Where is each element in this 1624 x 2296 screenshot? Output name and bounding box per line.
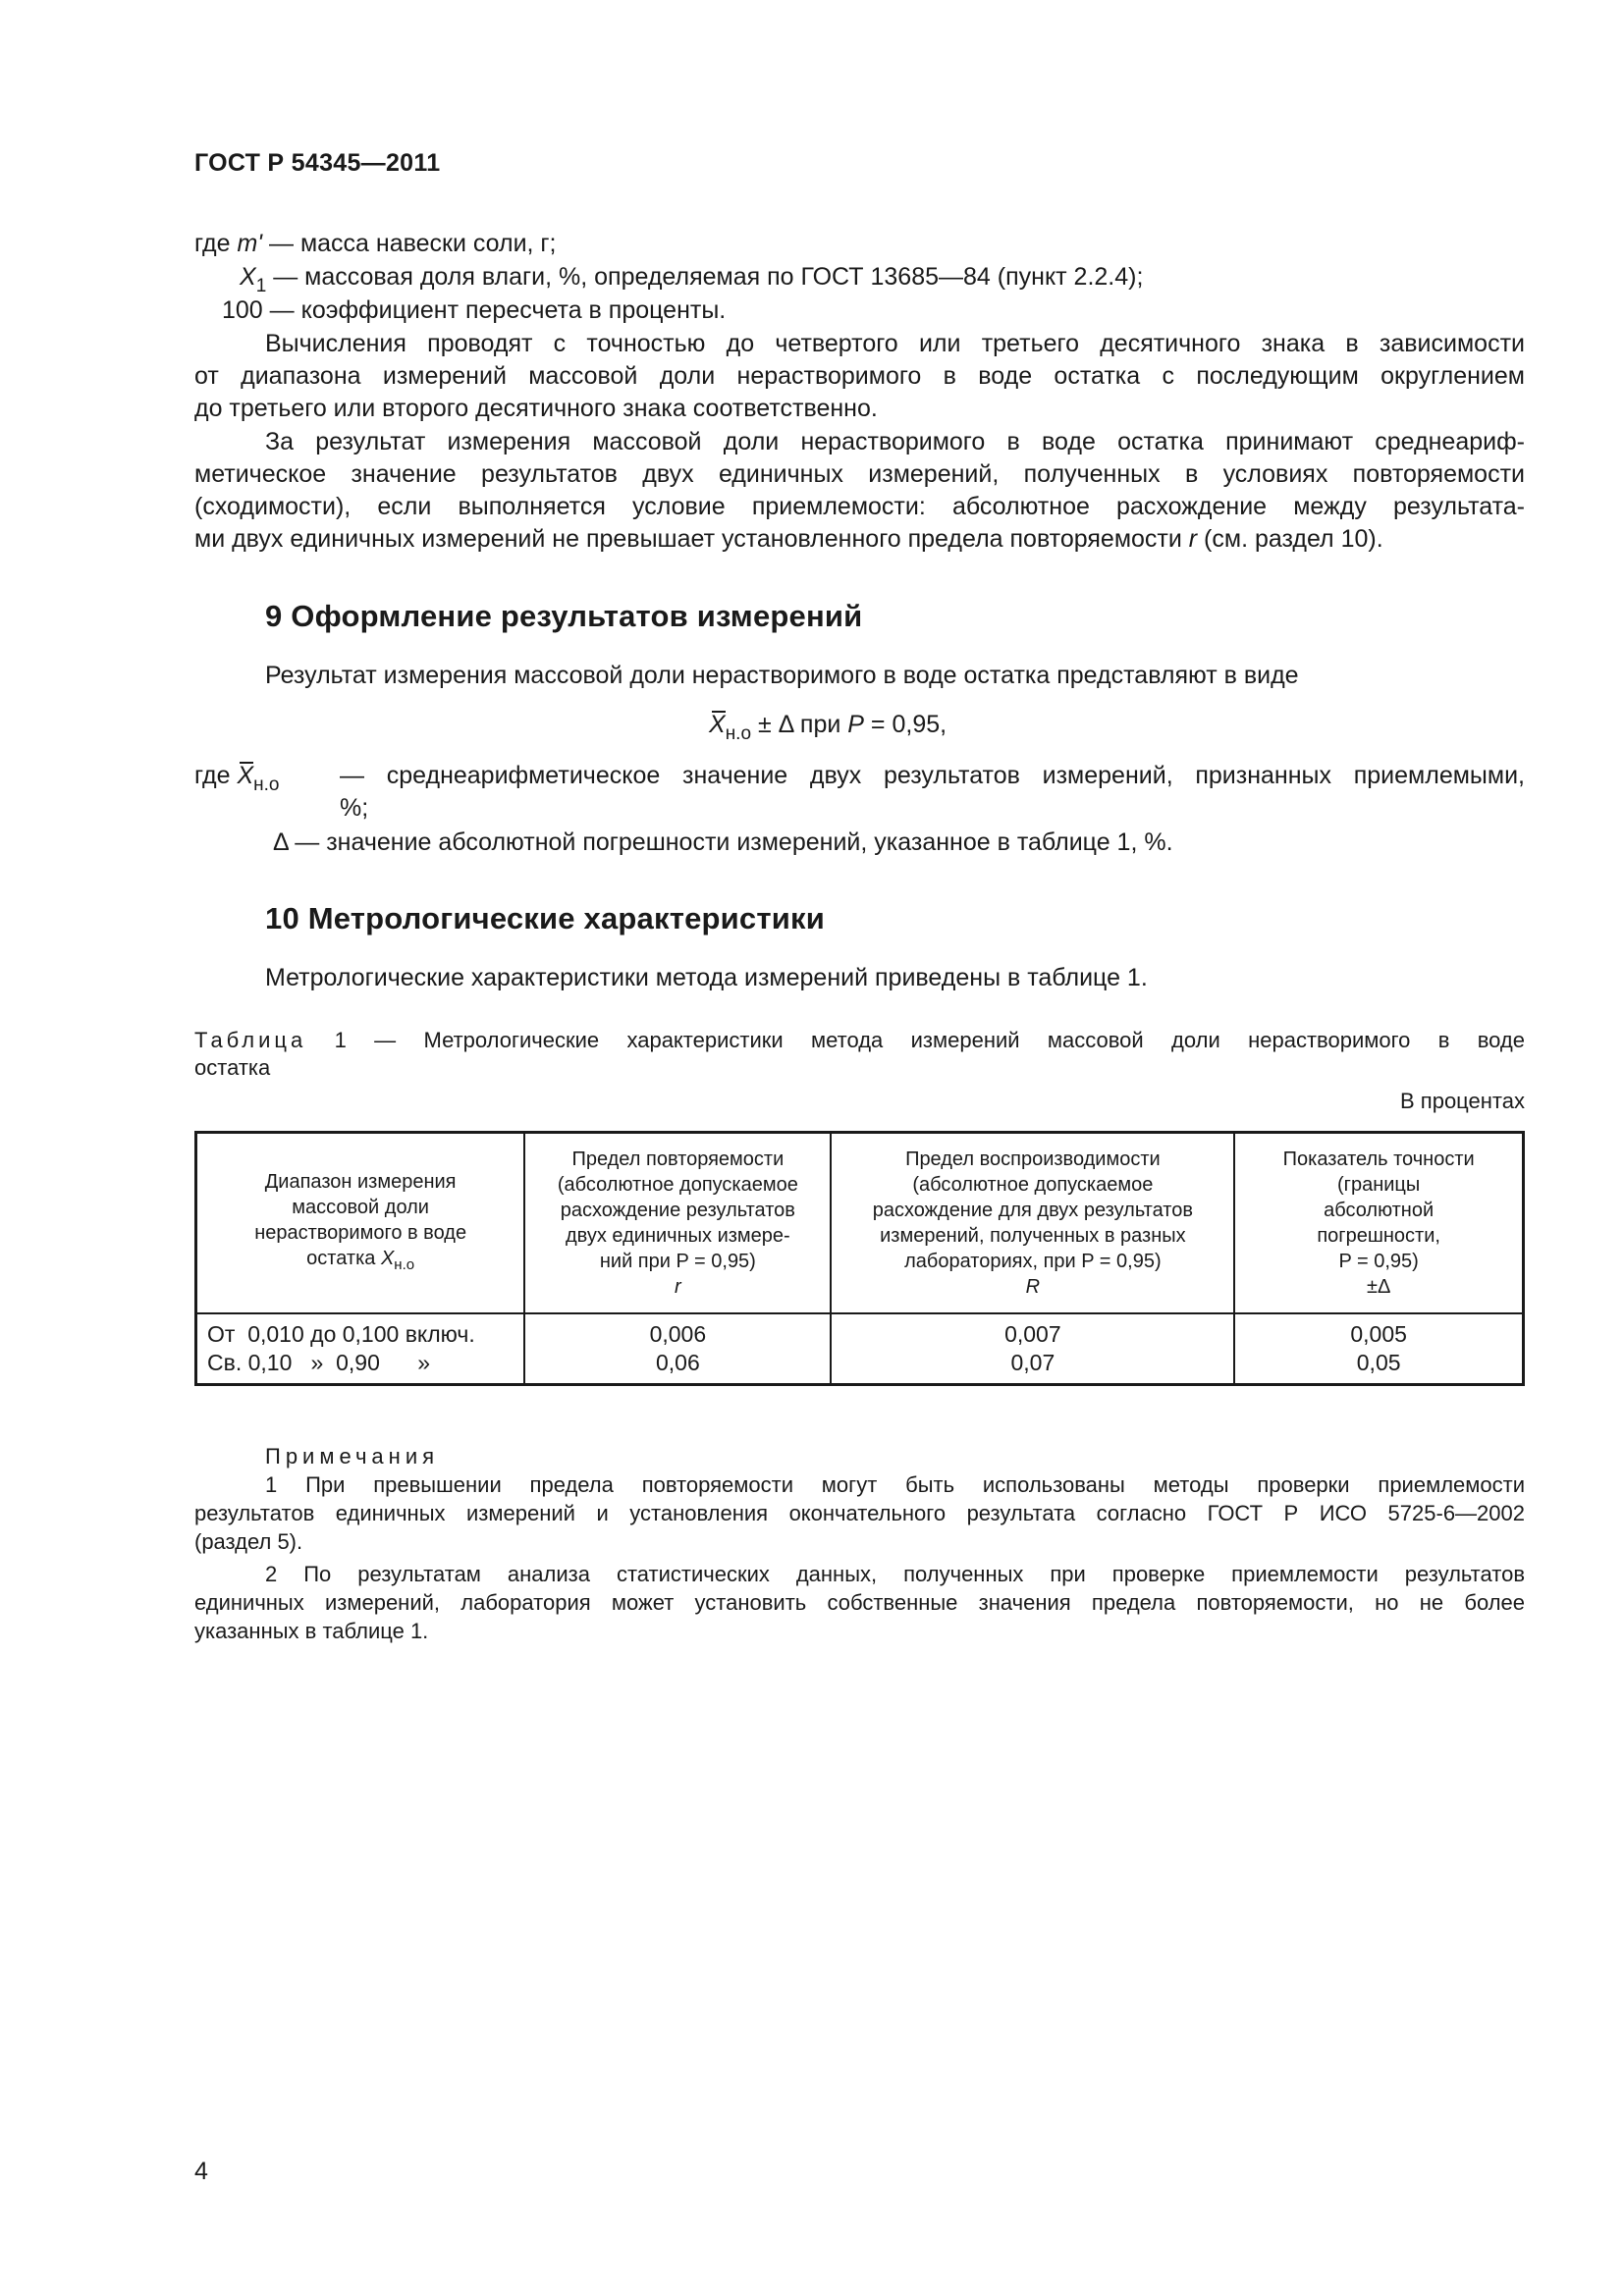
symbol-r: r (1188, 525, 1198, 553)
table-1-header-row (196, 1133, 1524, 1314)
table-1-caption (194, 1027, 1525, 1054)
table-cell-R (831, 1313, 1234, 1385)
table-header-range (196, 1133, 525, 1314)
section-9-where-desc-2: %; (340, 794, 369, 822)
header-repeat-line-5: ний при P = 0,95) (599, 1251, 756, 1272)
R-row-2: 0,07 (1010, 1350, 1056, 1375)
delta-row-2: 0,05 (1356, 1350, 1401, 1375)
calc-paragraph-line-3: до третьего или второго десятичного знака соответственно. (194, 395, 878, 422)
result-paragraph-line-4 (194, 523, 1525, 556)
section-10-intro: Метрологические характеристики метода измерений приведены в таблице 1. (265, 964, 1148, 991)
calc-paragraph-line-2: от диапазона измерений массовой доли нерастворимого в воде остатка с последующим округлением (194, 362, 1525, 390)
where-hundred-line: 100 — коэффициент пересчета в проценты. (222, 296, 727, 324)
formula-at: при (792, 711, 848, 738)
header-accuracy-symbol: ±Δ (1366, 1276, 1391, 1298)
where-lead: где (194, 230, 231, 257)
result-paragraph-line-2: метическое значение результатов двух единичных измерений, полученных в условиях повторяемости (194, 460, 1525, 488)
header-accuracy-line-4: погрешности, (1317, 1225, 1440, 1247)
header-repro-line-2: (абсолютное допускаемое (912, 1174, 1154, 1196)
header-range-line-3: нерастворимого в воде (254, 1221, 467, 1244)
header-repro-line-1: Предел воспроизводимости (905, 1148, 1161, 1170)
m-description: — масса навески соли, г; (262, 230, 557, 257)
note-1-line-3: (раздел 5). (194, 1529, 303, 1554)
header-range-line-4-text: остатка (306, 1247, 381, 1269)
range-row-1: От 0,010 до 0,100 включ. (207, 1321, 475, 1347)
formula-x-subscript: н.о (725, 723, 752, 744)
r-row-2: 0,06 (655, 1350, 700, 1375)
section-9-title: 9 Оформление результатов измерений (265, 599, 863, 633)
header-range-line-4 (205, 1246, 515, 1278)
symbol-x1: X (240, 263, 256, 291)
header-accuracy-line-2: (границы (1337, 1174, 1421, 1196)
header-repro-line-5: лабораториях, при P = 0,95) (904, 1251, 1162, 1272)
page-number: 4 (194, 2158, 208, 2185)
table-1-caption-text: 1 — Метрологические характеристики метода измерений массовой доли нерастворимого в воде (334, 1028, 1525, 1052)
formula-value: 0,95, (892, 711, 947, 738)
formula-delta: Δ (778, 711, 793, 738)
header-range-line-2: массовой доли (292, 1196, 429, 1218)
note-1-line-2: результатов единичных измерений и установления окончательного результата согласно ГОСТ Р ИСО 5725-6—2002 (194, 1501, 1525, 1525)
table-header-reproducibility (831, 1133, 1234, 1314)
header-range-line-1: Диапазон измерения (264, 1170, 457, 1193)
where-m-line (194, 228, 557, 260)
section-10-title: 10 Метрологические характеристики (265, 901, 825, 935)
table-header-repeatability (524, 1133, 831, 1314)
table-cell-r (524, 1313, 831, 1385)
note-1-line-1: 1 При превышении предела повторяемости могут быть использованы методы проверки приемлемости (265, 1472, 1525, 1497)
where-lead-2: где (194, 762, 231, 789)
delta-row-1: 0,005 (1350, 1321, 1407, 1347)
header-accuracy-line-1: Показатель точности (1282, 1148, 1475, 1170)
notes-title: Примечания (265, 1444, 440, 1468)
header-range-subscript: н.о (394, 1255, 415, 1273)
header-repro-line-3: расхождение для двух результатов (872, 1200, 1193, 1221)
formula-p: P (847, 711, 864, 738)
header-repro-symbol: R (1025, 1276, 1041, 1298)
section-9-where-line (194, 760, 279, 801)
header-accuracy-line-3: абсолютной (1324, 1200, 1435, 1221)
section-9-formula (709, 709, 947, 750)
r-row-1: 0,006 (649, 1321, 707, 1347)
section-9-where-desc-1: — среднеарифметическое значение двух результатов измерений, признанных приемлемыми, (340, 762, 1525, 789)
table-row (196, 1313, 1524, 1385)
section-9-intro: Результат измерения массовой доли нерастворимого в воде остатка представляют в виде (265, 662, 1299, 689)
table-1 (194, 1131, 1525, 1386)
header-repeat-line-4: двух единичных измере- (566, 1225, 790, 1247)
table-header-accuracy (1234, 1133, 1523, 1314)
document-header-code: ГОСТ Р 54345—2011 (194, 149, 441, 177)
symbol-x1-subscript: 1 (255, 276, 267, 296)
table-1-caption-line-2: остатка (194, 1055, 271, 1080)
header-repeat-symbol: r (675, 1276, 681, 1298)
section-9-delta-line: Δ — значение абсолютной погрешности измерений, указанное в таблице 1, %. (273, 828, 1173, 856)
table-1-caption-word: Таблица (194, 1028, 307, 1052)
where-x-bar: X (237, 760, 253, 792)
header-range-symbol: X (380, 1247, 395, 1269)
header-repro-line-4: измерений, полученных в разных (880, 1225, 1186, 1247)
formula-x-bar: X (709, 709, 726, 741)
note-2-line-1: 2 По результатам анализа статистических данных, полученных при проверке приемлемости результатов (265, 1562, 1525, 1586)
range-row-2: Св. 0,10 » 0,90 » (207, 1350, 431, 1375)
calc-paragraph-line-1: Вычисления проводят с точностью до четвертого или третьего десятичного знака в зависимости (265, 330, 1525, 357)
x1-description: — массовая доля влаги, %, определяемая по ГОСТ 13685—84 (пункт 2.2.4); (266, 263, 1144, 291)
result-line-4-tail: (см. раздел 10). (1197, 525, 1383, 553)
table-cell-delta (1234, 1313, 1523, 1385)
header-accuracy-line-5: P = 0,95) (1338, 1251, 1419, 1272)
R-row-1: 0,007 (1004, 1321, 1061, 1347)
where-x-subscript: н.о (253, 774, 280, 795)
header-repeat-line-2: (абсолютное допускаемое (557, 1174, 798, 1196)
table-cell-range (196, 1313, 525, 1385)
note-2-line-2: единичных измерений, лаборатория может установить собственные значения предела повторяемости, но не более (194, 1590, 1525, 1615)
formula-equals: = (863, 711, 893, 738)
header-repeat-line-3: расхождение результатов (560, 1200, 795, 1221)
result-line-4-text: ми двух единичных измерений не превышает установленного предела повторяемости (194, 525, 1189, 553)
symbol-m: m' (237, 230, 263, 257)
formula-plus-minus: ± (751, 711, 779, 738)
header-repeat-line-1: Предел повторяемости (571, 1148, 785, 1170)
result-paragraph-line-1: За результат измерения массовой доли нерастворимого в воде остатка принимают среднеариф- (265, 428, 1525, 455)
note-2-line-3: указанных в таблице 1. (194, 1619, 429, 1643)
table-1-units: В процентах (1400, 1089, 1525, 1113)
result-paragraph-line-3: (сходимости), если выполняется условие приемлемости: абсолютное расхождение между результата- (194, 493, 1525, 520)
